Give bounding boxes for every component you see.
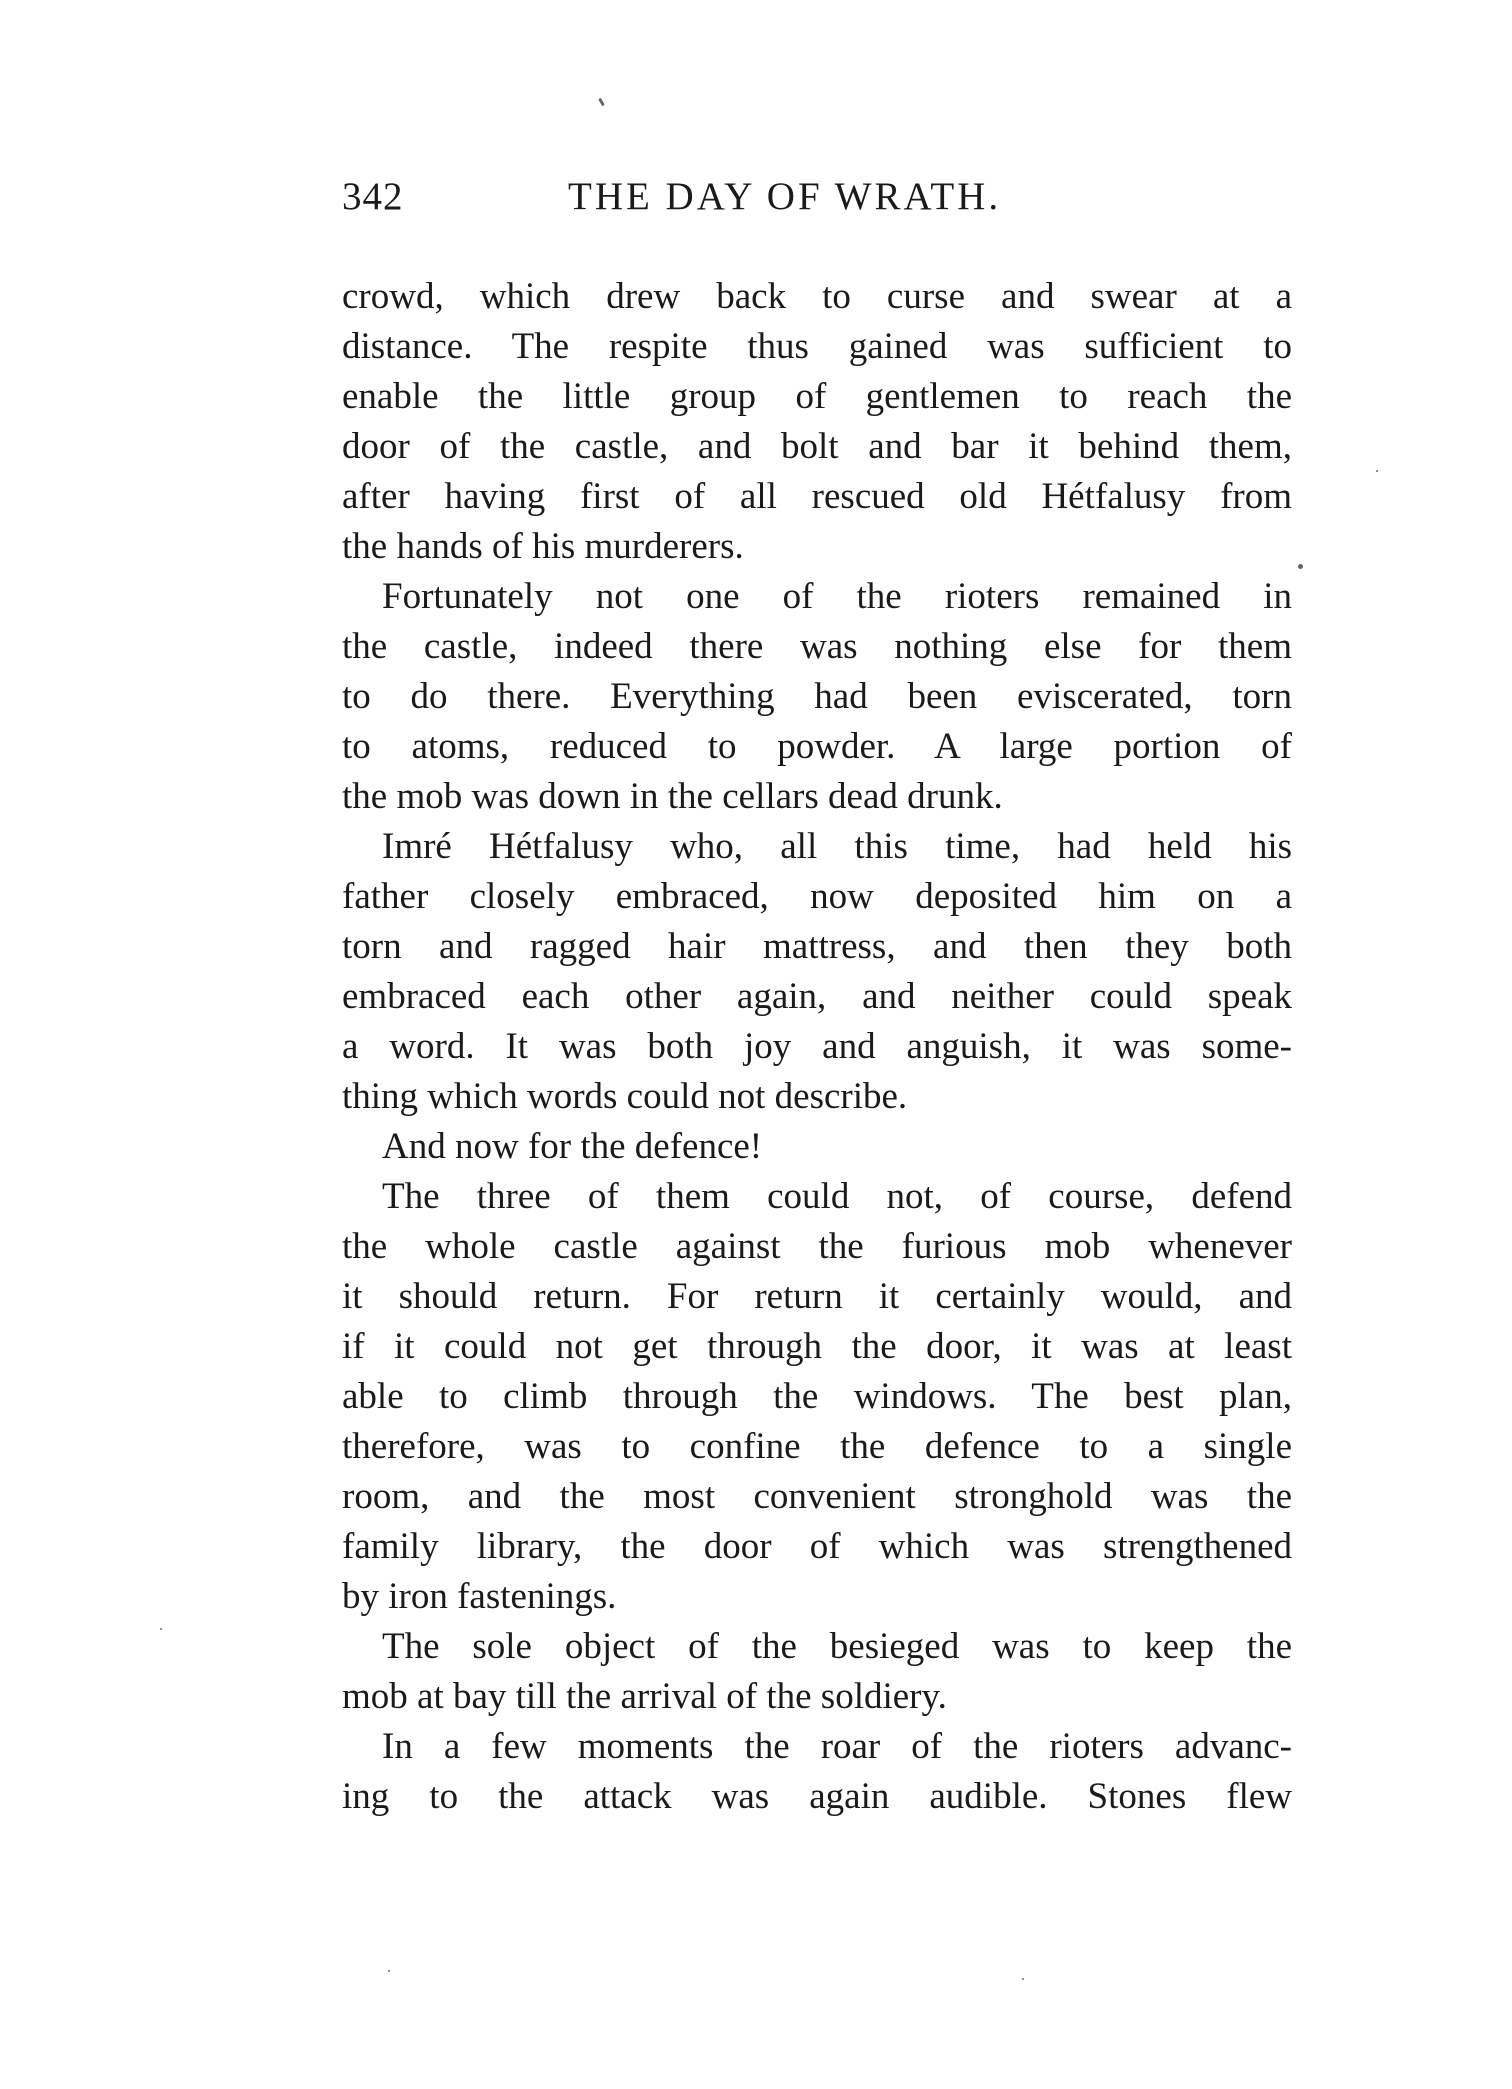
- text-line: the castle, indeed there was nothing else for them: [342, 626, 1292, 667]
- text-line: door of the castle, and bolt and bar it behind them,: [342, 426, 1292, 467]
- text-line: embraced each other again, and neither could speak: [342, 976, 1292, 1017]
- text-line: father closely embraced, now deposited him on a: [342, 876, 1292, 917]
- scan-speck: [598, 98, 605, 106]
- text-line: able to climb through the windows. The best plan,: [342, 1376, 1292, 1417]
- scan-speck: [388, 1970, 390, 1972]
- scan-speck: [160, 1628, 162, 1630]
- paragraph: [342, 572, 1292, 822]
- text-line: crowd, which drew back to curse and swear at a: [342, 276, 1292, 317]
- text-line: ing to the attack was again audible. Stones flew: [342, 1776, 1292, 1817]
- text-line: the whole castle against the furious mob whenever: [342, 1226, 1292, 1267]
- text-line: enable the little group of gentlemen to reach the: [342, 376, 1292, 417]
- paragraph: [342, 1122, 1292, 1172]
- text-line: Imré Hétfalusy who, all this time, had held his: [382, 826, 1292, 867]
- paragraph: [342, 1622, 1292, 1722]
- paragraph: [342, 272, 1292, 572]
- text-line: thing which words could not describe.: [342, 1076, 908, 1117]
- text-line: to atoms, reduced to powder. A large portion of: [342, 726, 1292, 767]
- body-text: [342, 272, 1292, 1822]
- text-line: a word. It was both joy and anguish, it was some-: [342, 1026, 1292, 1067]
- running-title: THE DAY OF WRATH.: [568, 175, 1002, 218]
- text-line: distance. The respite thus gained was sufficient to: [342, 326, 1292, 367]
- text-line: mob at bay till the arrival of the soldiery.: [342, 1676, 947, 1717]
- text-line: In a few moments the roar of the rioters advanc-: [382, 1726, 1292, 1767]
- text-line: Fortunately not one of the rioters remained in: [382, 576, 1292, 617]
- scan-speck: [1376, 470, 1378, 472]
- text-line: after having first of all rescued old Hétfalusy from: [342, 476, 1292, 517]
- text-line: the mob was down in the cellars dead drunk.: [342, 776, 1003, 817]
- scan-speck: [1298, 564, 1303, 569]
- paragraph: [342, 1172, 1292, 1622]
- text-line: therefore, was to confine the defence to a single: [342, 1426, 1292, 1467]
- paragraph: [342, 1722, 1292, 1822]
- text-line: The three of them could not, of course, defend: [382, 1176, 1292, 1217]
- text-line: room, and the most convenient stronghold was the: [342, 1476, 1292, 1517]
- text-line: the hands of his murderers.: [342, 526, 744, 567]
- text-line: by iron fastenings.: [342, 1576, 617, 1617]
- running-head: [342, 172, 1292, 222]
- page-number: 342: [342, 175, 404, 218]
- text-line: And now for the defence!: [382, 1126, 763, 1167]
- text-line: family library, the door of which was strengthened: [342, 1526, 1292, 1567]
- text-line: it should return. For return it certainly would, and: [342, 1276, 1292, 1317]
- scan-speck: [1022, 1978, 1024, 1980]
- paragraph: [342, 822, 1292, 1122]
- text-line: torn and ragged hair mattress, and then they both: [342, 926, 1292, 967]
- text-line: The sole object of the besieged was to keep the: [382, 1626, 1292, 1667]
- text-line: if it could not get through the door, it was at least: [342, 1326, 1292, 1367]
- text-line: to do there. Everything had been eviscerated, torn: [342, 676, 1292, 717]
